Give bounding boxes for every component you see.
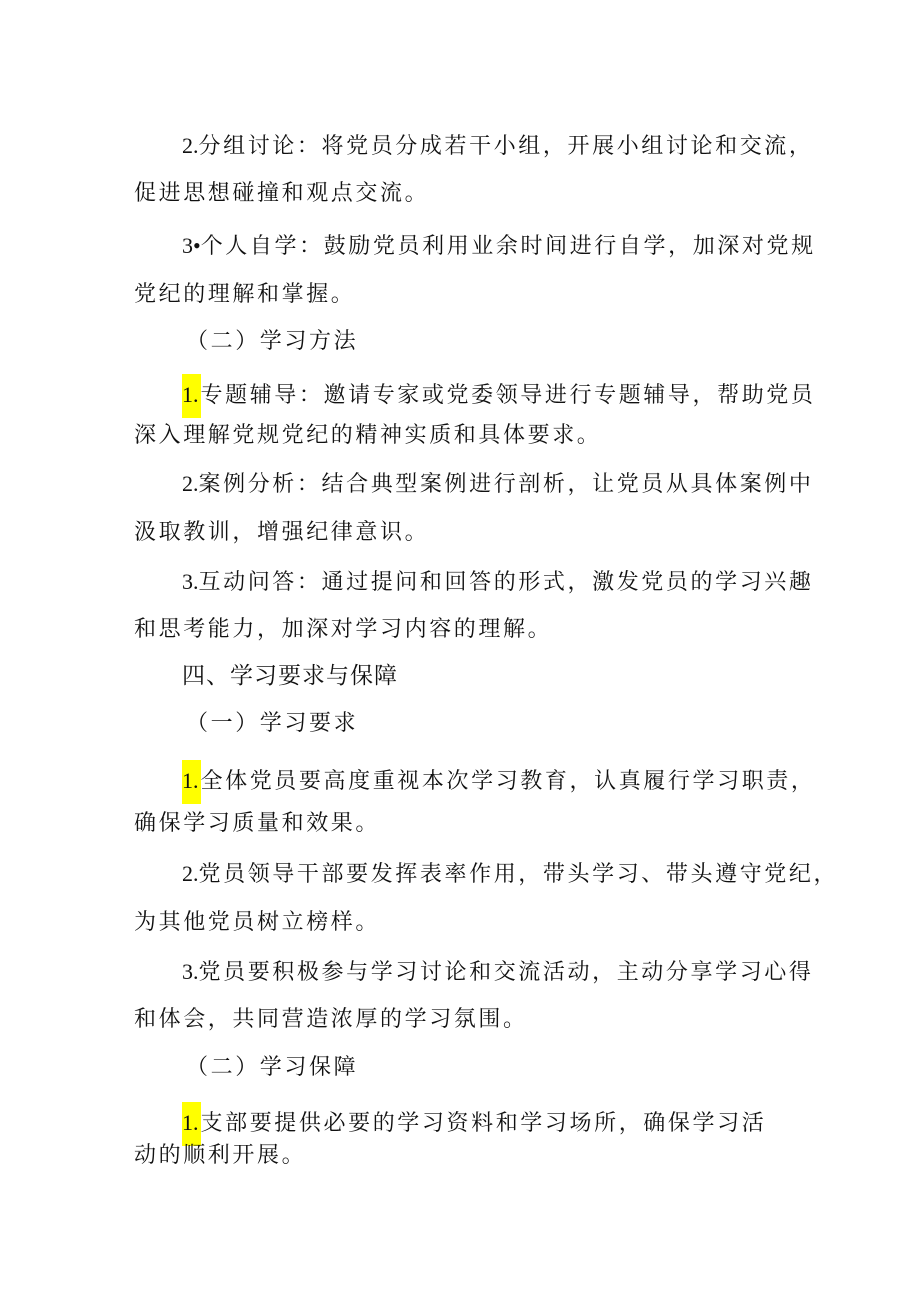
paragraph-line: [182, 860, 838, 889]
paragraph-line: [134, 1142, 306, 1170]
paragraph-text: 促进思想碰撞和观点交流。: [134, 181, 430, 206]
paragraph-line: [182, 760, 816, 804]
item-number: 3.: [182, 569, 199, 594]
paragraph-text: 党纪的理解和掌握。: [134, 282, 356, 307]
subsection-title: （二）学习方法: [186, 329, 359, 354]
paragraph-text: 支部要提供必要的学习资料和学习场所，确保学习活: [200, 1111, 767, 1136]
paragraph-line: [134, 180, 429, 208]
paragraph-text: 为其他党员树立榜样。: [134, 910, 381, 935]
paragraph-line: [134, 810, 380, 838]
paragraph-line: [182, 568, 814, 597]
paragraph-text: 确保学习质量和效果。: [134, 811, 381, 836]
paragraph-line: [134, 281, 355, 309]
item-number: 2.: [182, 861, 199, 886]
paragraph-text: 汲取教训，增强纪律意识。: [134, 520, 430, 545]
paragraph-line: [182, 132, 814, 161]
paragraph-line: [134, 519, 429, 547]
paragraph-line: [134, 909, 380, 937]
item-number: 2.: [182, 133, 199, 158]
item-number: 3.: [182, 959, 199, 984]
paragraph-line: [182, 1102, 766, 1146]
paragraph-line: [134, 422, 601, 450]
paragraph-text: 全体党员要高度重视本次学习教育，认真履行学习职责，: [200, 769, 816, 794]
section-heading: 四、学习要求与保障: [182, 663, 398, 689]
paragraph-text: 专题辅导：邀请专家或党委领导进行专题辅导，帮助党员: [200, 383, 816, 408]
paragraph-line: [182, 470, 814, 499]
paragraph-text: 分组讨论：将党员分成若干小组，开展小组讨论和交流，: [198, 134, 814, 159]
highlighted-item-number: 1.: [182, 1102, 201, 1146]
paragraph-text: 案例分析：结合典型案例进行剖析，让党员从具体案例中: [198, 472, 814, 497]
paragraph-text: 深入理解党规党纪的精神实质和具体要求。: [134, 423, 602, 448]
paragraph-line: [134, 616, 552, 644]
subsection-title: （二）学习保障: [186, 1055, 359, 1080]
subsection-title: （一）学习要求: [186, 711, 359, 736]
paragraph-line: [182, 374, 816, 418]
paragraph-line: [182, 232, 816, 261]
highlighted-item-number: 1.: [182, 374, 201, 418]
paragraph-line: [182, 958, 814, 987]
item-number: 3•: [182, 233, 201, 258]
highlighted-item-number: 1.: [182, 760, 201, 804]
paragraph-text: 互动问答：通过提问和回答的形式，激发党员的学习兴趣: [198, 570, 814, 595]
paragraph-text: 个人自学：鼓励党员利用业余时间进行自学，加深对党规: [200, 234, 816, 259]
paragraph-text: 党员要积极参与学习讨论和交流活动，主动分享学习心得: [198, 960, 814, 985]
paragraph-line: [134, 1006, 528, 1034]
paragraph-text: 和思考能力，加深对学习内容的理解。: [134, 617, 553, 642]
paragraph-text: 党员领导干部要发挥表率作用，带头学习、带头遵守党纪，: [198, 862, 839, 887]
paragraph-text: 动的顺利开展。: [134, 1143, 307, 1168]
paragraph-text: 和体会，共同营造浓厚的学习氛围。: [134, 1007, 528, 1032]
item-number: 2.: [182, 471, 199, 496]
